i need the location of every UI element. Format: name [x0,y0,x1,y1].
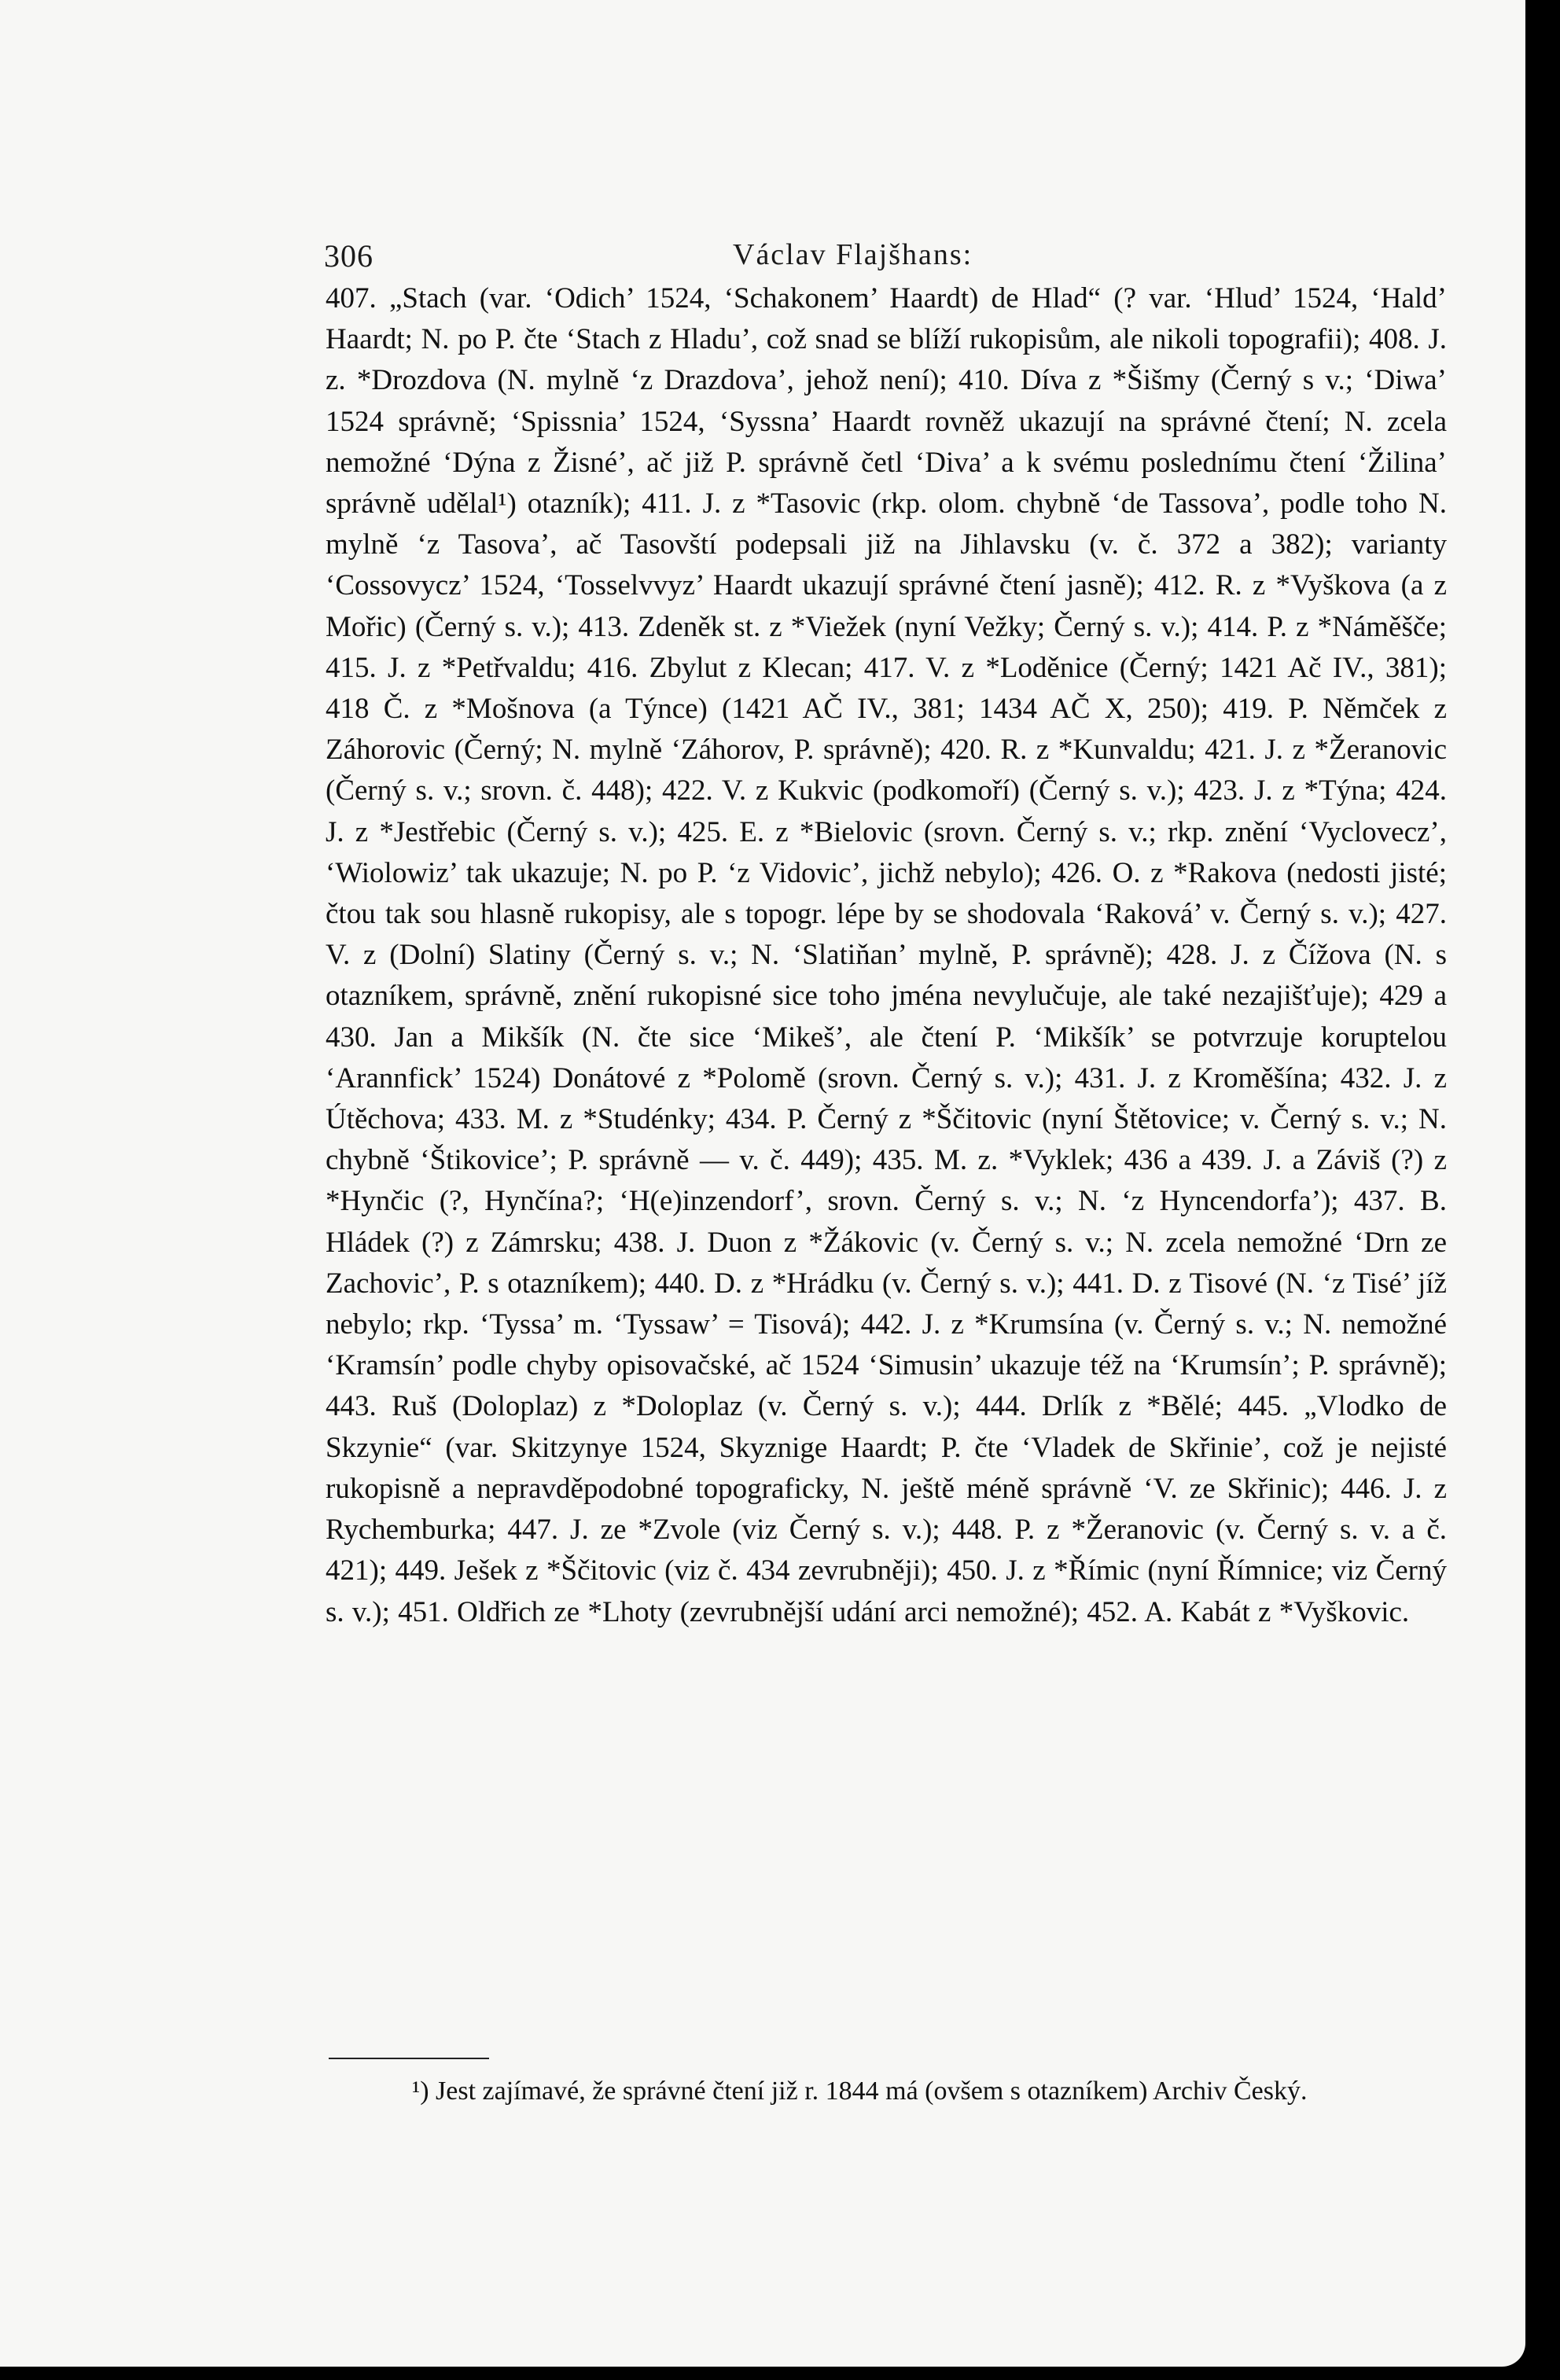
footnote [326,2073,1447,2110]
footnote-marker: ¹) [412,2077,429,2106]
page-number: 306 [324,238,373,274]
footnote-text: Jest zajímavé, že správné čtení již r. 1844 má (ovšem s otazníkem) Archiv Český. [436,2077,1308,2106]
running-title: Václav Flajšhans: [733,238,973,271]
running-header [324,237,1440,285]
footnote-divider [329,2058,489,2059]
main-text-block [326,278,1447,1633]
body-paragraph: 407. „Stach (var. ‘Odich’ 1524, ‘Schakonem’ Haardt) de Hlad“ (? var. ‘Hlud’ 1524, ‘Hald’ Haardt; N. po P. čte ‘Stach z Hladu’, což snad se blíží rukopisům, ale nikoli topografii); 408. J. z. *Drozdova (N. mylně ‘z Drazdova’, jehož není); 410. Díva z *Šišmy (Černý s v.; ‘Diwa’ 1524 správně; ‘Spissnia’ 1524, ‘Syssna’ Haardt rovněž ukazují na správné čtení; N. zcela nemožné ‘Dýna z Žisné’, ač již P. správně četl ‘Diva’ a k svému poslednímu čtení ‘Žilina’ správně udělal¹) otazník); 411. J. z *Tasovic (rkp. olom. chybně ‘de Tassova’, podle toho N. mylně ‘z Tasova’, ač Tasovští podepsali již na Jihlavsku (v. č. 372 a 382); varianty ‘Cossovycz’ 1524, ‘Tosselvvyz’ Haardt ukazují správné čtení jasně); 412. R. z *Vyškova (a z Mořic) (Černý s. v.); 413. Zdeněk st. z *Viežek (nyní Vežky; Černý s. v.); 414. P. z *Náměšče; 415. J. z *Petřvaldu; 416. Zbylut z Klecan; 417. V. z *Loděnice (Černý; 1421 Ač IV., 381); 418 Č. z *Mošnova (a Týnce) (1421 AČ IV., 381; 1434 AČ X, 250); 419. P. Němček z Záhorovic (Černý; N. mylně ‘Záhorov, P. správně); 420. R. z *Kunvaldu; 421. J. z *Žeranovic (Černý s. v.; srovn. č. 448); 422. V. z Kukvic (podkomoří) (Černý s. v.); 423. J. z *Týna; 424. J. z *Jestřebic (Černý s. v.); 425. E. z *Bielovic (srovn. Černý s. v.; rkp. znění ‘Vyclovecz’, ‘Wiolowiz’ tak ukazuje; N. po P. ‘z Vidovic’, jichž nebylo); 426. O. z *Rakova (nedosti jisté; čtou tak sou hlasně rukopisy, ale s topogr. lépe by se shodovala ‘Raková’ v. Černý s. v.); 427. V. z (Dolní) Slatiny (Černý s. v.; N. ‘Slatiňan’ mylně, P. správně); 428. J. z Čížova (N. s otazníkem, správně, znění rukopisné sice toho jména nevylučuje, ale také nezajišťuje); 429 a 430. Jan a Mikšík (N. čte sice ‘Mikeš’, ale čtení P. ‘Mikšík’ se potvrzuje koruptelou ‘Arannfick’ 1524) Donátové z *Polomě (srovn. Černý s. v.); 431. J. z Kroměšína; 432. J. z Útěchova; 433. M. z *Studénky; 434. P. Černý z *Ščitovic (nyní Štětovice; v. Černý s. v.; N. chybně ‘Štikovice’; P. správně — v. č. 449); 435. M. z. *Vyklek; 436 a 439. J. a Záviš (?) z *Hynčic (?, Hynčína?; ‘H(e)inzendorf’, srovn. Černý s. v.; N. ‘z Hyncendorfa’); 437. B. Hládek (?) z Zámrsku; 438. J. Duon z *Žákovic (v. Černý s. v.; N. zcela nemožné ‘Drn ze Zachovic’, P. s otazníkem); 440. D. z *Hrádku (v. Černý s. v.); 441. D. z Tisové (N. ‘z Tisé’ jíž nebylo; rkp. ‘Tyssa’ m. ‘Tyssaw’ = Tisová); 442. J. z *Krumsína (v. Černý s. v.; N. nemožné ‘Kramsín’ podle chyby opisovačské, ač 1524 ‘Simusin’ ukazuje též na ‘Krumsín’; P. správně); 443. Ruš (Doloplaz) z *Doloplaz (v. Černý s. v.); 444. Drlík z *Bělé; 445. „Vlodko de Skzynie“ (var. Skitzynye 1524, Skyznige Haardt; P. čte ‘Vladek de Skřinie’, což je nejisté rukopisně a nepravděpodobné topograficky, N. ještě méně správně ‘V. ze Skřinic); 446. J. z Rychemburka; 447. J. ze *Zvole (viz Černý s. v.); 448. P. z *Žeranovic (v. Černý s. v. a č. 421); 449. Ješek z *Ščitovic (viz č. 434 zevrubněji); 450. J. z *Římic (nyní Římnice; viz Černý s. v.); 451. Oldřich ze *Lhoty (zevrubnější udání arci nemožné); 452. A. Kabát z *Vyškovic. [326,282,1447,1628]
